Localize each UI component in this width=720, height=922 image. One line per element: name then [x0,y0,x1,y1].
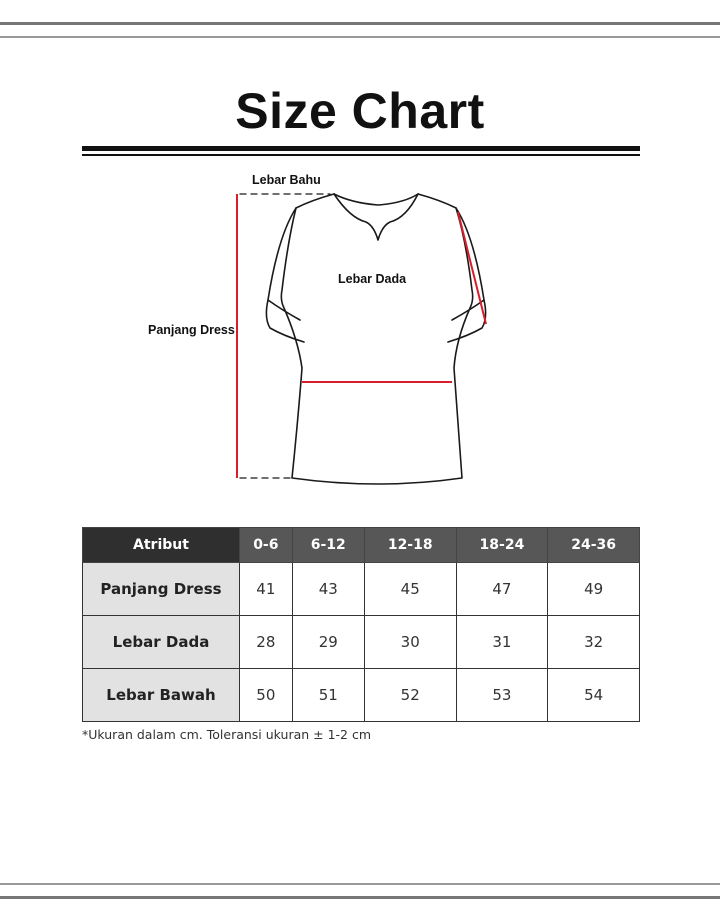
chest-width-label: Lebar Dada [338,272,407,286]
table-cell: 50 [240,669,293,722]
table-cell: 45 [364,563,456,616]
table-cell: 53 [456,669,548,722]
dress-outline [0,160,720,500]
table-cell: 31 [456,616,548,669]
dress-illustration [0,160,720,500]
table-cell: 49 [548,563,640,616]
table-cell: 52 [364,669,456,722]
row-label-dress-length: Panjang Dress [83,563,240,616]
table-row [83,616,640,669]
table-cell: 54 [548,669,640,722]
header-attribute: Atribut [83,528,240,563]
header-size-24-36: 24-36 [548,528,640,563]
top-border-line-outer [0,22,720,25]
header-size-6-12: 6-12 [292,528,364,563]
table-cell: 47 [456,563,548,616]
table-cell: 28 [240,616,293,669]
header-size-12-18: 12-18 [364,528,456,563]
page-title: Size Chart [235,83,485,139]
table-cell: 29 [292,616,364,669]
title-rule-thin [82,154,640,156]
tolerance-note: *Ukuran dalam cm. Toleransi ukuran ± 1-2 cm [82,727,372,742]
table-cell: 51 [292,669,364,722]
table-cell: 32 [548,616,640,669]
top-border-line-inner [0,36,720,38]
header-size-18-24: 18-24 [456,528,548,563]
table-cell: 43 [292,563,364,616]
bottom-border-line-outer [0,896,720,899]
row-label-hem-width: Lebar Bawah [83,669,240,722]
row-label-chest-width: Lebar Dada [83,616,240,669]
table-row [83,563,640,616]
table-header-row [83,528,640,563]
bottom-border-line-inner [0,883,720,885]
header-size-0-6: 0-6 [240,528,293,563]
table-cell: 30 [364,616,456,669]
title-rule-thick [82,146,640,151]
table-row [83,669,640,722]
dress-length-label: Panjang Dress [148,323,235,337]
shoulder-width-label: Lebar Bahu [252,173,321,187]
table-cell: 41 [240,563,293,616]
size-table [82,527,640,722]
